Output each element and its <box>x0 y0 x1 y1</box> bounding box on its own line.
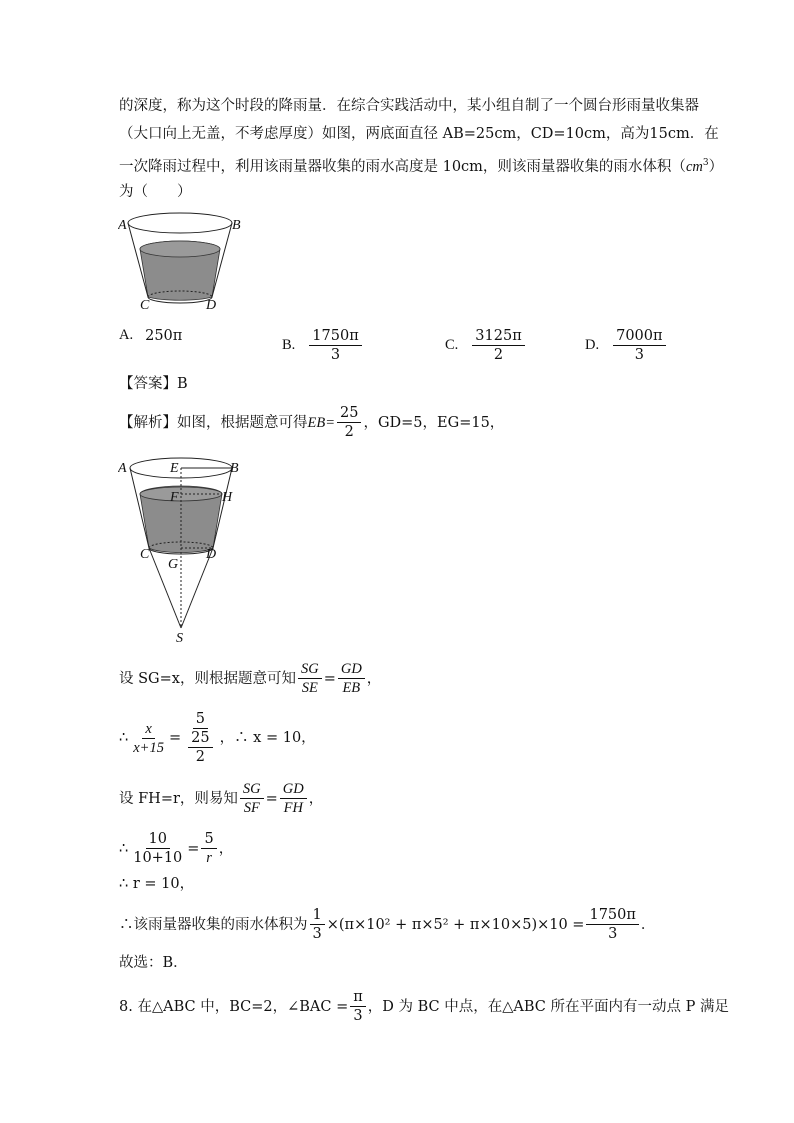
label-A2: A <box>118 461 127 476</box>
option-c-den: 2 <box>493 347 504 363</box>
label-G: G <box>168 557 179 572</box>
step-1-text: 设 SG=x，则根据题意可知 <box>119 670 296 687</box>
step-3-frac-1 <box>240 780 264 817</box>
step-6-result-den: 3 <box>608 926 618 942</box>
problem-text-line-3-end: ） <box>708 158 724 175</box>
option-b-den: 3 <box>330 347 341 363</box>
analysis-eb-fraction <box>337 404 361 441</box>
step-6-result <box>586 906 638 943</box>
option-c-fraction <box>472 327 524 364</box>
step-4-frac-1 <box>130 830 185 867</box>
option-d-label: D. <box>585 337 600 353</box>
problem-text-line-3 <box>119 153 723 177</box>
step-6 <box>119 906 655 943</box>
frustum-figure <box>118 205 248 315</box>
option-d-den: 3 <box>634 347 644 363</box>
next-question-frac <box>350 988 366 1025</box>
step-2-nested-frac <box>188 729 212 766</box>
step-1-num-2: GD <box>338 660 365 679</box>
step-1-den-2: EB <box>342 680 361 696</box>
step-3-den-1: SF <box>243 800 260 816</box>
option-c-num: 3125π <box>472 327 524 346</box>
step-2-nested-num: 25 <box>188 729 212 748</box>
option-a-label: A. <box>119 327 134 343</box>
label-E: E <box>170 461 179 476</box>
equals-sign: = <box>323 670 336 687</box>
water-surface <box>140 241 220 257</box>
next-question-frac-num: π <box>350 988 366 1007</box>
unit-cm: cm <box>685 158 703 175</box>
option-b[interactable] <box>282 327 364 364</box>
step-2-den-1: x+15 <box>133 739 164 756</box>
step-3-num-2: GD <box>280 780 307 799</box>
step-3-tail: ， <box>308 790 324 807</box>
equals-sign: = <box>265 790 278 807</box>
step-4 <box>119 830 233 867</box>
step-6-frac-den: 3 <box>312 926 322 942</box>
label-C2: C <box>140 547 150 562</box>
step-4-frac-2 <box>201 830 216 867</box>
step-1-frac-2 <box>338 660 365 697</box>
step-2 <box>119 710 316 766</box>
equals-sign: = <box>187 840 200 857</box>
option-b-label: B. <box>282 337 296 353</box>
equals-sign: = <box>168 730 182 746</box>
step-1-frac-1 <box>298 660 322 697</box>
problem-text-line-2: （大口向上无盖，不考虑厚度）如图，两底面直径 AB=25cm，CD=10cm，高为15cm．在 <box>119 126 719 142</box>
analysis-eb-den: 2 <box>344 424 354 440</box>
problem-text-line-3-main: 一次降雨过程中，利用该雨量器收集的雨水高度是 10cm，则该雨量器收集的雨水体积（ <box>119 158 686 175</box>
step-1-den-1: SE <box>301 680 318 696</box>
step-2-therefore: ∴ <box>119 730 129 746</box>
step-1-num-1: SG <box>298 660 322 679</box>
step-2-num-2: 5 <box>193 710 208 729</box>
step-6-result-num: 1750π <box>586 906 638 925</box>
step-3-den-2: FH <box>283 800 303 816</box>
step-4-therefore: ∴ <box>119 840 129 857</box>
label-S: S <box>176 631 183 646</box>
option-b-num: 1750π <box>309 327 361 346</box>
next-question <box>119 988 729 1025</box>
step-3 <box>119 780 323 817</box>
option-a-value: 250π <box>145 327 183 344</box>
label-B: B <box>232 218 241 233</box>
step-4-num-2: 5 <box>201 830 216 849</box>
step-1-tail: ， <box>366 670 382 687</box>
analysis-line <box>119 404 504 441</box>
step-2-nested-den: 2 <box>195 749 205 765</box>
step-4-den-1: 10+10 <box>133 850 183 866</box>
step-6-tail: ． <box>640 916 656 933</box>
label-D2: D <box>206 547 217 562</box>
step-4-tail: ， <box>218 840 234 857</box>
step-5: ∴ r = 10， <box>119 876 195 892</box>
answer-prefix: 【答案】 <box>119 376 177 392</box>
step-2-den-2 <box>183 729 217 766</box>
option-d-fraction <box>613 327 665 364</box>
label-H: H <box>222 490 233 505</box>
label-A: A <box>118 218 127 233</box>
analysis-prefix: 【解析】 <box>119 414 177 431</box>
step-6-expr: ×(π×10² + π×5² + π×10×5)×10 = <box>326 916 585 933</box>
conclusion: 故选：B． <box>119 955 188 971</box>
top-rim <box>128 213 232 233</box>
analysis-rest: ，GD=5，EG=15， <box>363 414 505 431</box>
step-4-num-1: 10 <box>146 830 170 849</box>
label-B2: B <box>230 461 239 476</box>
step-3-text: 设 FH=r，则易知 <box>119 790 238 807</box>
unit-exponent: 3 <box>702 158 709 168</box>
label-F: F <box>170 490 179 505</box>
option-d-num: 7000π <box>613 327 665 346</box>
step-1 <box>119 660 381 697</box>
label-D: D <box>206 298 217 313</box>
step-6-frac-num: 1 <box>310 906 325 925</box>
next-question-frac-den: 3 <box>353 1008 363 1024</box>
problem-text-line-1: 的深度，称为这个时段的降雨量．在综合实践活动中，某小组自制了一个圆台形雨量收集器 <box>119 98 699 114</box>
step-6-text: ∴该雨量器收集的雨水体积为 <box>119 916 308 933</box>
problem-text-line-4: 为（ ） <box>119 184 192 200</box>
step-2-num-1: x <box>142 720 154 739</box>
next-question-text: 8. 在△ABC 中，BC=2，∠BAC = <box>119 998 349 1015</box>
answer-value: B <box>177 376 188 392</box>
label-C: C <box>140 298 150 313</box>
analysis-text: 如图，根据题意可得 <box>177 414 308 431</box>
option-c[interactable] <box>445 327 527 364</box>
step-2-frac-2 <box>183 710 217 766</box>
step-2-tail: ，∴ x = 10， <box>219 730 316 746</box>
step-2-frac-1 <box>130 720 167 757</box>
step-6-frac <box>310 906 325 943</box>
step-3-frac-2 <box>280 780 307 817</box>
cone-figure <box>118 450 258 646</box>
next-question-tail: ，D 为 BC 中点，在△ABC 所在平面内有一动点 P 满足 <box>367 998 729 1015</box>
answer-line <box>119 374 188 394</box>
analysis-eb: EB= <box>307 414 335 431</box>
option-d[interactable] <box>585 327 668 364</box>
analysis-eb-num: 25 <box>337 404 361 423</box>
option-c-label: C. <box>445 337 459 353</box>
option-b-fraction <box>309 327 361 364</box>
step-4-den-2: r <box>206 850 212 866</box>
option-a[interactable] <box>119 327 182 344</box>
step-3-num-1: SG <box>240 780 264 799</box>
